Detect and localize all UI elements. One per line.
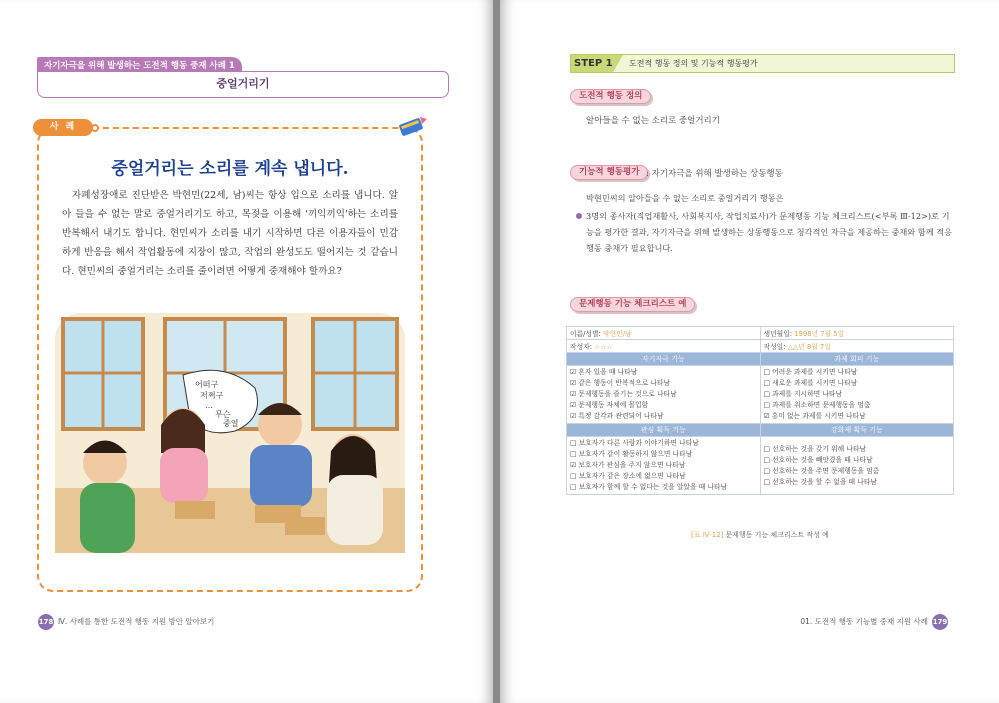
- checklist-item: ☑ 특정 감각과 관련되어 나타남: [570, 412, 664, 420]
- name-cell: 이름/성별: 박현민/남: [567, 327, 761, 340]
- checklist-item: ☑ 문제행동을 즐기는 것으로 나타남: [570, 390, 677, 398]
- step-title: 도전적 행동 정의 및 기능적 행동평가: [629, 59, 758, 68]
- self-stim-items: [567, 366, 761, 424]
- checklist-item: □ 새로운 과제를 시키면 나타남: [763, 379, 858, 387]
- checklist-item: □ 선호하는 것을 빼앗겼을 때 나타남: [763, 455, 873, 464]
- checklist-item: ☑ 문제행동 자체에 몰입함: [570, 401, 649, 409]
- function-note: : 자기자극을 위해 발생하는 상동행동: [646, 169, 783, 179]
- speech-word-4: 무슨: [215, 410, 231, 419]
- definition-heading: 도전적 행동 정의: [570, 89, 651, 104]
- page-number: 178: [38, 614, 54, 630]
- case-label: 자기자극을 위해 발생하는 도전적 행동 중재 사례 1: [37, 57, 242, 71]
- checklist-item: □ 보호자가 같은 장소에 없으면 나타남: [570, 472, 686, 480]
- step-label: STEP 1: [571, 55, 616, 72]
- case-body: 자폐성장애로 진단받은 박현민(22세, 남)씨는 항상 입으로 소리를 냅니다. 알아 들을 수 없는 말로 중얼거리기도 하고, 목젖을 이용해 '끼익끼익'하는 소리를 반복해서 내기도 합니다. 현민씨가 소리를 내기 시작하면 다른 이용자들이 민감하게 반응을 해서 작업활동에 지장이 많고, 작업의 완성도도 떨어지는 것 같습니다. 현민씨의 중얼거리는 소리를 줄이려면 어떻게 중재해야 할까요?: [62, 190, 398, 277]
- tangible-header: 강화제 획득 기능: [760, 424, 954, 437]
- checklist-item: □ 선호하는 것을 할 수 없을 때 나타남: [763, 477, 877, 486]
- right-footer: [800, 614, 948, 630]
- checklist-item: □ 보호자가 같이 활동하지 않으면 나타남: [570, 450, 693, 458]
- speech-word-2: 저쩌구: [200, 391, 224, 400]
- checklist-item: □ 과제를 취소하면 문제행동을 멈춤: [763, 401, 871, 409]
- checklist-item: ☑ 혼자 있을 때 나타남: [570, 368, 638, 376]
- attention-header: 관심 획득 기능: [567, 424, 761, 437]
- attention-items: [567, 437, 761, 495]
- table-row: [567, 424, 954, 437]
- checklist-item: ☑ 흥미 없는 과제를 시키면 나타남: [763, 412, 866, 420]
- page-number: 179: [932, 614, 948, 630]
- checklist-heading: 문제행동 기능 체크리스트 예: [570, 297, 695, 312]
- classroom-illustration: [55, 313, 405, 553]
- left-page: [0, 0, 493, 703]
- self-stim-header: 자기자극 기능: [567, 353, 761, 366]
- step-divider: [613, 55, 623, 72]
- escape-header: 과제 회피 기능: [760, 353, 954, 366]
- checklist-item: □ 보호자가 함께 할 수 없다는 것을 알았을 때 나타남: [570, 483, 728, 491]
- case-tab-dot: [91, 124, 99, 132]
- tangible-items: [760, 437, 954, 495]
- case-tab: 사 례: [33, 119, 93, 136]
- case-heading: 중얼거리는 소리를 계속 냅니다.: [111, 159, 349, 179]
- escape-items: [760, 366, 954, 424]
- footer-text: Ⅳ. 사례를 통한 도전적 행동 지원 방안 알아보기: [58, 617, 215, 626]
- table-caption: [표 Ⅳ-12] 문제행동 기능 체크리스트 작성 예: [691, 531, 829, 539]
- birth-cell: 생년월일: 1998년 7월 5일: [760, 327, 954, 340]
- writer-cell: 작성자: ☆☆☆: [567, 340, 761, 353]
- checklist-item: □ 어려운 과제를 시키면 나타남: [763, 368, 858, 376]
- checklist-item: □ 과제를 지시하면 나타남: [763, 390, 843, 398]
- checklist-item: □ 선호하는 것을 갖기 위해 나타남: [763, 444, 867, 453]
- table-row: [567, 327, 954, 340]
- table-row: [567, 437, 954, 495]
- checklist-item: ☑ 같은 행동이 반복적으로 나타남: [570, 379, 671, 387]
- speech-word-5: 중얼: [223, 419, 239, 428]
- table-row: [567, 366, 954, 424]
- page-title: 중얼거리기: [37, 71, 449, 98]
- book-spine: [493, 0, 500, 703]
- function-bullet: 3명의 종사자(직업재활사, 사회복지사, 작업치료사)가 문제행동 기능 체크리스트(<부록 Ⅲ-12>)로 기능을 평가한 결과, 자기자극을 위해 발생하는 상동행동으로 청각적인 자극을 제공하는 중재와 함께 적응 행동 중재가 필요합니다.: [576, 208, 956, 256]
- checklist-item: □ 선호하는 것을 주면 문제행동을 멈춤: [763, 466, 880, 475]
- checklist-table: [566, 326, 954, 495]
- speech-word-1: 어떠구: [195, 380, 219, 389]
- right-page: [500, 0, 999, 703]
- function-lead: 박현민씨의 알아들을 수 없는 소리로 중얼거리기 행동은: [586, 193, 784, 203]
- checklist-item: □ 보호자가 다른 사람과 이야기하면 나타남: [570, 439, 699, 447]
- left-footer: [38, 614, 214, 630]
- checklist-item: ☑ 보호자가 관심을 주지 않으면 나타남: [570, 461, 686, 469]
- step-bar: [570, 54, 955, 73]
- table-row: [567, 340, 954, 353]
- footer-text: 01. 도전적 행동 기능별 중재 지원 사례: [800, 617, 928, 626]
- function-heading: 기능적 행동평가: [570, 165, 648, 180]
- table-row: [567, 353, 954, 366]
- pencil-icon: [398, 115, 428, 137]
- date-cell: 작성일: △△년 8월 7일: [760, 340, 954, 353]
- speech-word-3: …: [205, 401, 213, 410]
- definition-text: 알아들을 수 없는 소리로 중얼거리기: [586, 116, 720, 126]
